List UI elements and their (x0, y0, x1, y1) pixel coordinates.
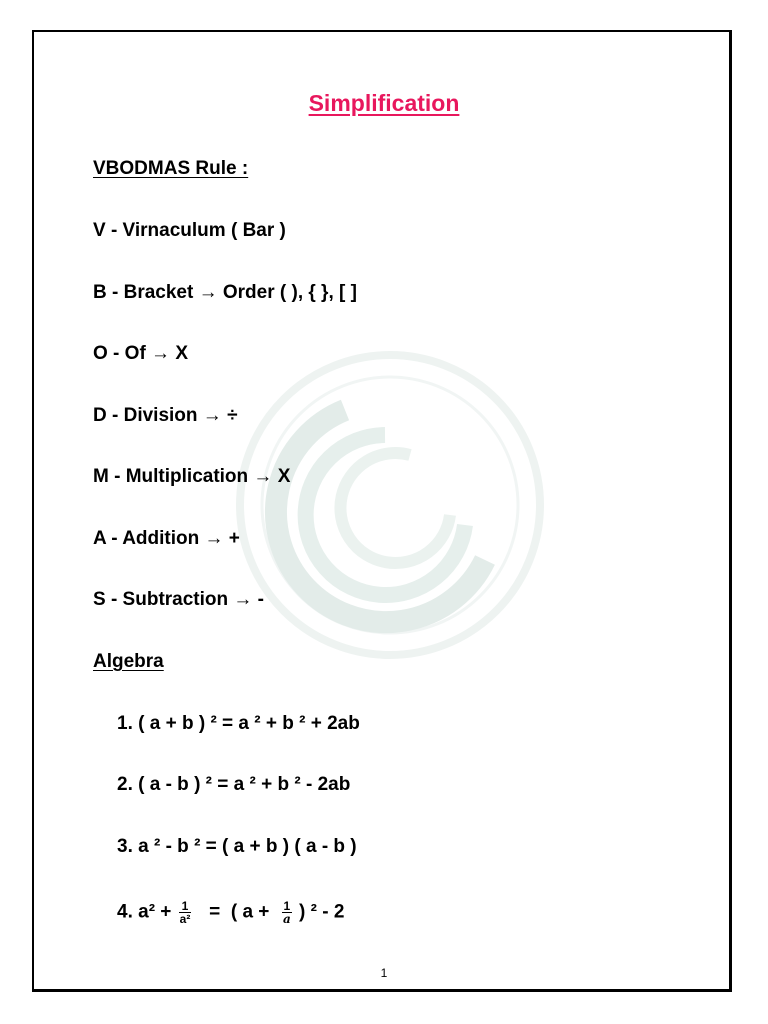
rule-a: A - Addition → + (93, 528, 240, 549)
formula-4-suffix: ) ² - 2 (299, 901, 345, 923)
algebra-heading: Algebra (93, 651, 164, 672)
rule-b: B - Bracket → Order ( ), { }, [ ] (93, 282, 357, 303)
rule-o: O - Of → X (93, 343, 188, 364)
page-number: 1 (380, 966, 388, 980)
fraction-denominator: a (282, 912, 291, 926)
watermark-logo (235, 350, 545, 660)
rule-s: S - Subtraction → - (93, 589, 264, 610)
fraction-1-over-a-squared (179, 900, 192, 925)
formula-4-prefix: 4. a² + (117, 901, 177, 923)
fraction-numerator: 1 (179, 900, 192, 913)
vbodmas-heading: VBODMAS Rule : (93, 158, 249, 179)
formula-4 (117, 900, 344, 925)
formula-3: 3. a ² - b ² = ( a + b ) ( a - b ) (117, 836, 357, 857)
fraction-denominator: a² (179, 912, 191, 926)
rule-v: V - Virnaculum ( Bar ) (93, 220, 286, 241)
fraction-1-over-a (282, 900, 292, 925)
formula-4-middle: = ( a + (198, 901, 275, 923)
fraction-numerator: 1 (283, 899, 291, 913)
rule-m: M - Multiplication → X (93, 466, 291, 487)
rule-d: D - Division → ÷ (93, 405, 238, 426)
formula-1: 1. ( a + b ) ² = a ² + b ² + 2ab (117, 713, 360, 734)
formula-2: 2. ( a - b ) ² = a ² + b ² - 2ab (117, 774, 351, 795)
page-title: Simplification (308, 90, 460, 116)
